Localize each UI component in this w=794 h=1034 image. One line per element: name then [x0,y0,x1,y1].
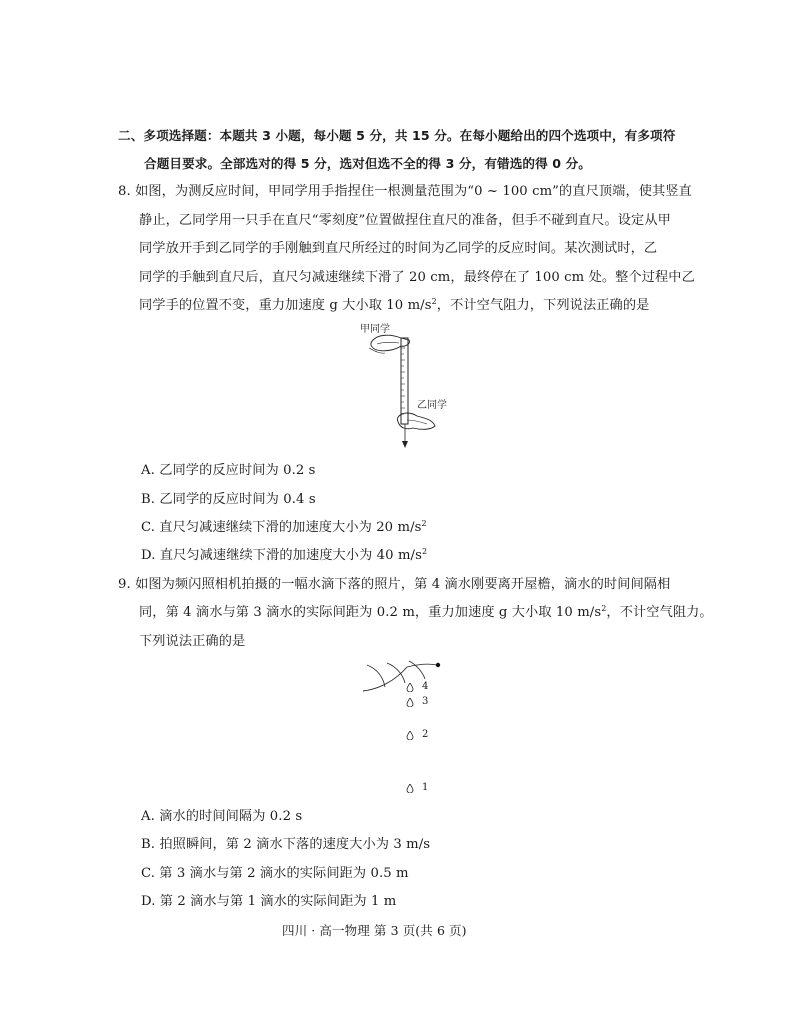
q8-stem-line2: 静止，乙同学用一只手在直尺“零刻度”位置做捏住直尺的准备，但手不碰到直尺。设定从甲 [139,213,671,228]
q8-option-a: A. 乙同学的反应时间为 0.2 s [141,463,316,478]
q9-option-d: D. 第 2 滴水与第 1 滴水的实际间距为 1 m [141,894,397,909]
drop-3-icon [406,698,414,707]
q9-stem-line2: 同，第 4 滴水与第 3 滴水的实际间距为 0.2 m，重力加速度 g 大小取 10 $m/s^2$，不计空气阻力。 [139,604,713,620]
eave-diagram [355,655,455,800]
drop-1-icon [406,784,414,793]
q9-option-a: A. 滴水的时间间隔为 0.2 s [141,809,303,824]
label-jia: 甲同学 [360,324,390,335]
q8-ruler-figure [355,320,465,455]
q8-option-b: B. 乙同学的反应时间为 0.4 s [141,492,316,507]
q8-stem-line5: 同学手的位置不变，重力加速度 g 大小取 10 $m/s^2$，不计空气阻力，下列说法正确的是 [139,297,650,313]
q8-option-d: D. 直尺匀减速继续下滑的加速度大小为 40 $m/s^2$ [141,547,428,563]
drop-1-label: 1 [422,782,429,793]
q8-stem-line3: 同学放开手到乙同学的手刚触到直尺所经过的时间为乙同学的反应时间。某次测试时，乙 [139,241,658,256]
q9-stem-line1: 9. 如图为频闪照相机拍摄的一幅水滴下落的照片，第 4 滴水刚要离开屋檐，滴水的时间间隔相 [118,577,671,592]
q8-option-c: C. 直尺匀减速继续下滑的加速度大小为 20 $m/s^2$ [141,519,427,535]
drop-4-icon [406,683,414,692]
page-footer: 四川 · 高一物理 第 3 页(共 6 页) [282,923,467,938]
drop-2-icon [406,731,414,740]
drop-2-label: 2 [422,729,429,740]
q8-stem-line1: 8. 如图，为测反应时间，甲同学用手指捏住一根测量范围为“0 ~ 100 cm”的直尺顶端，使其竖直 [118,184,692,199]
q8-stem-line4: 同学的手触到直尺后，直尺匀减速继续下滑了 20 cm，最终停在了 100 cm 处。整个过程中乙 [139,270,695,285]
q9-drops-figure [355,655,455,800]
label-yi: 乙同学 [417,400,447,411]
q9-stem-line3: 下列说法正确的是 [139,634,246,649]
drop-3-label: 3 [422,696,429,707]
section-heading-line1: 二、多项选择题：本题共 3 小题，每小题 5 分，共 15 分。在每小题给出的四个选项中，有多项符 [118,128,676,143]
section-heading-line2: 合题目要求。全部选对的得 5 分，选对但选不全的得 3 分，有错选的得 0 分。 [144,156,592,171]
q9-option-c: C. 第 3 滴水与第 2 滴水的实际间距为 0.5 m [141,866,409,881]
ruler-diagram [355,320,465,455]
drop-4-label: 4 [422,681,429,692]
q9-option-b: B. 拍照瞬间，第 2 滴水下落的速度大小为 3 m/s [141,837,431,852]
